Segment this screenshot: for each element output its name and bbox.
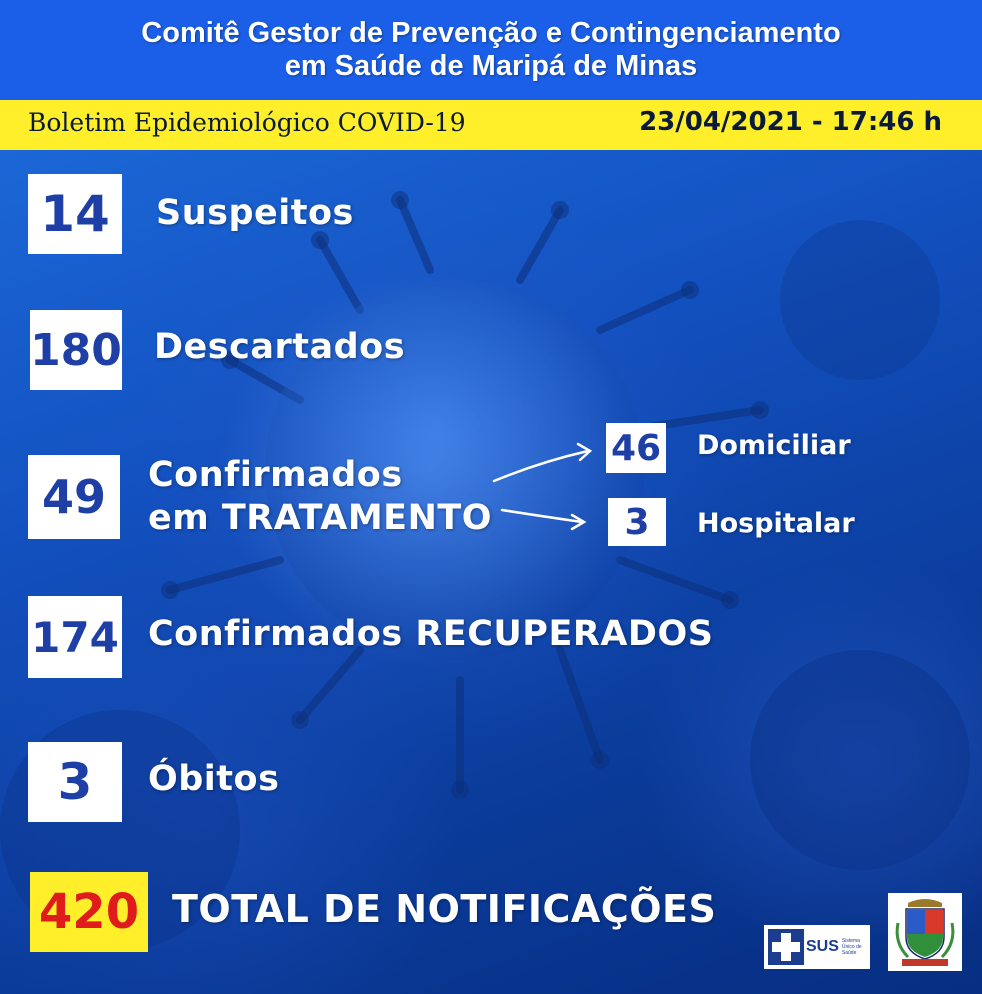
domiciliar-label: Domiciliar <box>697 430 851 461</box>
sus-logo-text: SUS <box>806 938 839 955</box>
sus-logo-subtext: Sistema Único de Saúde <box>841 938 862 956</box>
obitos-label: Óbitos <box>148 759 280 799</box>
hospitalar-count: 3 <box>608 498 666 546</box>
total-notificacoes-label: TOTAL DE NOTIFICAÇÕES <box>172 887 717 931</box>
recuperados-label: Confirmados RECUPERADOS <box>148 614 714 654</box>
tratamento-count: 49 <box>28 455 120 539</box>
suspeitos-count: 14 <box>28 174 122 254</box>
total-notificacoes-count: 420 <box>30 872 148 952</box>
bulletin-datetime: 23/04/2021 - 17:46 h <box>639 107 942 137</box>
domiciliar-count: 46 <box>606 423 666 473</box>
descartados-label: Descartados <box>154 327 406 367</box>
suspeitos-label: Suspeitos <box>156 193 354 233</box>
descartados-count: 180 <box>30 310 122 390</box>
obitos-count: 3 <box>28 742 122 822</box>
header-title-line1: Comitê Gestor de Prevenção e Contingenciamento <box>141 17 841 49</box>
tratamento-label-line2: em TRATAMENTO <box>148 498 492 538</box>
recuperados-count: 174 <box>28 596 122 678</box>
sus-logo <box>764 925 870 969</box>
tratamento-label-line1: Confirmados <box>148 455 403 495</box>
bulletin-title: Boletim Epidemiológico COVID-19 <box>28 108 466 137</box>
header-banner <box>0 0 982 100</box>
municipal-crest-logo <box>888 893 962 971</box>
hospitalar-label: Hospitalar <box>697 508 855 539</box>
crest-icon <box>888 893 962 971</box>
sus-cross-icon <box>768 929 804 965</box>
header-title-line2: em Saúde de Maripá de Minas <box>284 50 698 82</box>
